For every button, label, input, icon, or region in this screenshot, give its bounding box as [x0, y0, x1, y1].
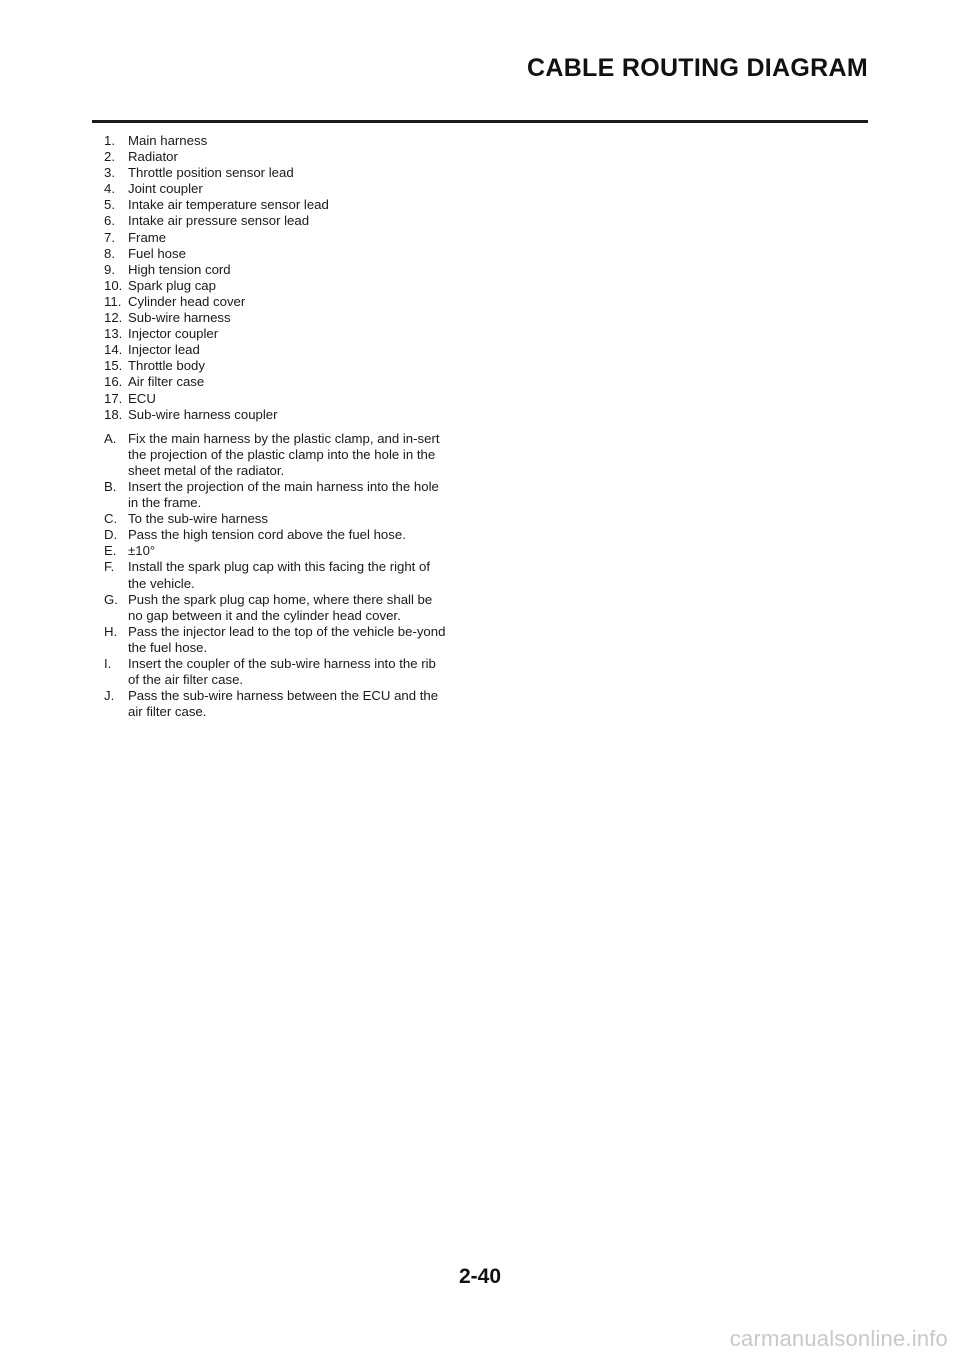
note-letter: G. — [104, 591, 118, 607]
item-number: 16. — [104, 374, 123, 390]
item-number: 3. — [104, 165, 115, 181]
item-label: Throttle body — [128, 358, 205, 374]
list-item — [104, 407, 449, 423]
item-label: ECU — [128, 390, 156, 406]
list-item — [104, 165, 449, 181]
list-item — [104, 246, 449, 262]
list-item — [104, 230, 449, 246]
note-item — [104, 527, 449, 543]
item-label: Air filter case — [128, 374, 205, 390]
note-text: Insert the projection of the main harness into the hole in the frame. — [128, 478, 439, 511]
note-item — [104, 559, 449, 591]
note-letter: C. — [104, 511, 118, 527]
list-item — [104, 358, 449, 374]
note-text: Pass the injector lead to the top of the vehicle be-yond the fuel hose. — [128, 623, 446, 655]
list-item — [104, 326, 449, 342]
item-number: 2. — [104, 149, 115, 165]
item-label: Radiator — [128, 149, 178, 165]
item-number: 6. — [104, 213, 115, 229]
note-item — [104, 688, 449, 720]
note-text: Pass the high tension cord above the fuel hose. — [128, 527, 406, 543]
list-item — [104, 278, 449, 294]
item-number: 1. — [104, 133, 115, 148]
note-item — [104, 479, 449, 511]
list-item — [104, 262, 449, 278]
note-letter: A. — [104, 430, 117, 446]
list-item — [104, 391, 449, 407]
item-number: 8. — [104, 245, 115, 261]
item-label: Cylinder head cover — [128, 293, 246, 309]
item-number: 7. — [104, 229, 115, 245]
item-number: 18. — [104, 406, 123, 422]
item-number: 14. — [104, 342, 123, 358]
item-number: 12. — [104, 310, 123, 326]
note-text: Fix the main harness by the plastic clamp, and in-sert the projection of the plastic clamp into the hole in the sheet metal of the radiator. — [128, 430, 440, 478]
item-label: Spark plug cap — [128, 277, 216, 293]
list-item — [104, 374, 449, 390]
note-item — [104, 431, 449, 479]
legend-content — [104, 133, 449, 720]
note-text: To the sub-wire harness — [128, 511, 268, 527]
note-text: Install the spark plug cap with this facing the right of the vehicle. — [128, 559, 431, 591]
note-letter: D. — [104, 527, 118, 543]
list-item — [104, 133, 449, 149]
item-label: Injector lead — [128, 342, 200, 358]
note-item — [104, 511, 449, 527]
item-number: 9. — [104, 261, 115, 277]
item-label: Sub-wire harness coupler — [128, 406, 278, 422]
note-item — [104, 656, 449, 688]
note-item — [104, 543, 449, 559]
note-letter: F. — [104, 559, 115, 575]
page-title: CABLE ROUTING DIAGRAM — [526, 54, 868, 82]
note-letter: E. — [104, 543, 117, 559]
item-label: Throttle position sensor lead — [128, 165, 294, 181]
item-number: 11. — [104, 293, 122, 309]
item-label: Intake air pressure sensor lead — [128, 213, 310, 229]
parts-list — [104, 133, 449, 423]
watermark: carmanualsonline.info — [729, 1326, 948, 1351]
note-text: Pass the sub-wire harness between the ECU and the air filter case. — [128, 688, 439, 720]
note-letter: I. — [104, 656, 112, 671]
note-item — [104, 592, 449, 624]
note-item — [104, 624, 449, 656]
notes-list — [104, 431, 449, 721]
item-number: 17. — [104, 390, 123, 406]
item-number: 4. — [104, 181, 115, 197]
item-label: Intake air temperature sensor lead — [128, 197, 329, 213]
item-label: Sub-wire harness — [128, 310, 231, 326]
note-letter: H. — [104, 623, 118, 639]
note-text: Insert the coupler of the sub-wire harness into the rib of the air filter case. — [128, 656, 436, 688]
list-item — [104, 294, 449, 310]
list-item — [104, 213, 449, 229]
list-item — [104, 310, 449, 326]
list-item — [104, 197, 449, 213]
list-item — [104, 342, 449, 358]
item-label: Joint coupler — [128, 181, 203, 197]
item-number: 5. — [104, 197, 115, 213]
list-item — [104, 181, 449, 197]
item-number: 15. — [104, 358, 123, 374]
list-item — [104, 149, 449, 165]
item-label: High tension cord — [128, 261, 231, 277]
note-text: Push the spark plug cap home, where there shall be no gap between it and the cylinder head cover. — [128, 591, 433, 623]
page-number: 2-40 — [458, 1265, 502, 1288]
item-number: 10. — [104, 277, 123, 293]
note-text: ±10° — [128, 543, 156, 559]
header-divider — [92, 120, 868, 123]
item-label: Frame — [128, 229, 167, 245]
item-label: Main harness — [128, 133, 208, 148]
item-number: 13. — [104, 326, 123, 342]
item-label: Injector coupler — [128, 326, 219, 342]
item-label: Fuel hose — [128, 245, 186, 261]
note-letter: B. — [104, 478, 117, 494]
note-letter: J. — [104, 688, 115, 704]
